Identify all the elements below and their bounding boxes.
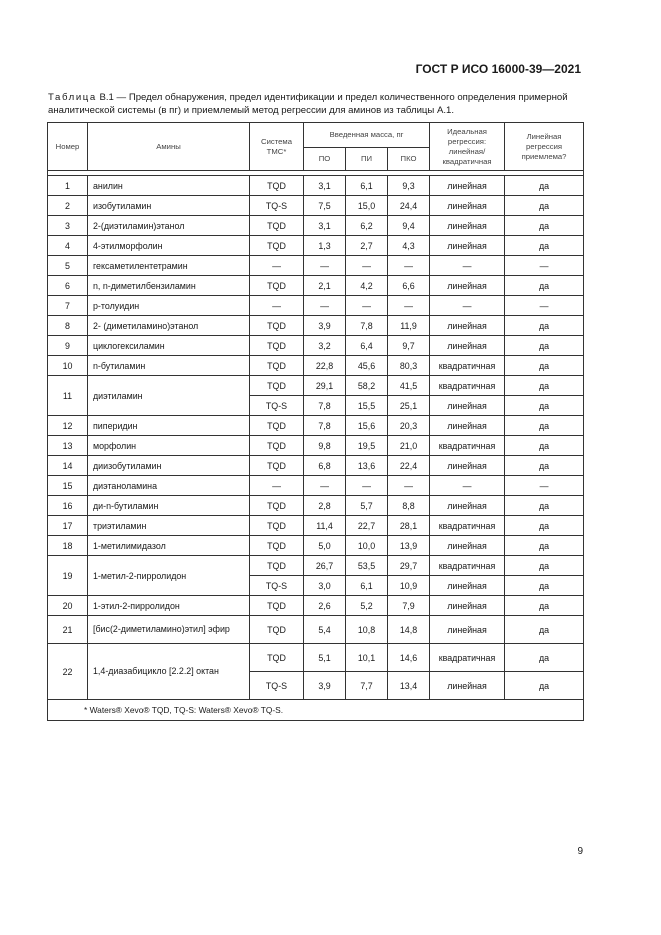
cell-system: TQD bbox=[250, 644, 304, 672]
cell-amine: циклогексиламин bbox=[88, 336, 250, 356]
cell-linear-acceptable: да bbox=[505, 456, 584, 476]
cell-pi: — bbox=[346, 296, 388, 316]
cell-pko: — bbox=[388, 476, 430, 496]
cell-system: TQD bbox=[250, 376, 304, 396]
cell-amine: n, n-диметилбензиламин bbox=[88, 276, 250, 296]
cell-linear-acceptable: да bbox=[505, 336, 584, 356]
cell-number: 18 bbox=[48, 536, 88, 556]
cell-amine: ди-n-бутиламин bbox=[88, 496, 250, 516]
cell-po: 9,8 bbox=[304, 436, 346, 456]
table-row bbox=[48, 236, 584, 256]
cell-regression: — bbox=[430, 476, 505, 496]
header-po: ПО bbox=[304, 148, 346, 171]
cell-system: TQD bbox=[250, 236, 304, 256]
cell-number: 15 bbox=[48, 476, 88, 496]
cell-pi: 6,2 bbox=[346, 216, 388, 236]
cell-pi: 22,7 bbox=[346, 516, 388, 536]
cell-linear-acceptable: да bbox=[505, 672, 584, 700]
cell-linear-acceptable: да bbox=[505, 216, 584, 236]
cell-pko: 11,9 bbox=[388, 316, 430, 336]
standard-designation: ГОСТ Р ИСО 16000-39—2021 bbox=[415, 62, 581, 76]
cell-pi: 15,6 bbox=[346, 416, 388, 436]
cell-amine: диэтиламин bbox=[88, 376, 250, 416]
cell-pi: 58,2 bbox=[346, 376, 388, 396]
cell-regression: квадратичная bbox=[430, 516, 505, 536]
cell-pi: 7,8 bbox=[346, 316, 388, 336]
cell-linear-acceptable: да bbox=[505, 376, 584, 396]
cell-number: 14 bbox=[48, 456, 88, 476]
cell-pko: 22,4 bbox=[388, 456, 430, 476]
cell-regression: квадратичная bbox=[430, 356, 505, 376]
cell-regression: квадратичная bbox=[430, 436, 505, 456]
cell-amine: анилин bbox=[88, 176, 250, 196]
page-number: 9 bbox=[577, 846, 583, 857]
cell-linear-acceptable: да bbox=[505, 516, 584, 536]
header-number: Номер bbox=[48, 123, 88, 171]
cell-regression: линейная bbox=[430, 416, 505, 436]
table-row bbox=[48, 556, 584, 576]
cell-number: 21 bbox=[48, 616, 88, 644]
cell-pko: 7,9 bbox=[388, 596, 430, 616]
cell-system: — bbox=[250, 256, 304, 276]
cell-pko: 14,6 bbox=[388, 644, 430, 672]
table-row bbox=[48, 376, 584, 396]
header-amines: Амины bbox=[88, 123, 250, 171]
cell-regression: линейная bbox=[430, 216, 505, 236]
cell-linear-acceptable: да bbox=[505, 416, 584, 436]
table-row bbox=[48, 316, 584, 336]
cell-po: — bbox=[304, 296, 346, 316]
footnote-row bbox=[48, 700, 584, 721]
caption-text: В.1 — Предел обнаружения, предел идентификации и предел количественного определения примерной аналитической системы (в пг) и приемлемый метод регрессии для аминов из таблицы А.1. bbox=[48, 92, 568, 116]
cell-regression: — bbox=[430, 296, 505, 316]
cell-po: 3,9 bbox=[304, 316, 346, 336]
cell-po: 3,1 bbox=[304, 216, 346, 236]
cell-linear-acceptable: — bbox=[505, 256, 584, 276]
cell-pi: 10,0 bbox=[346, 536, 388, 556]
table-row bbox=[48, 336, 584, 356]
cell-pko: — bbox=[388, 256, 430, 276]
cell-system: TQ-S bbox=[250, 576, 304, 596]
cell-regression: — bbox=[430, 256, 505, 276]
cell-pi: 7,7 bbox=[346, 672, 388, 700]
cell-number: 5 bbox=[48, 256, 88, 276]
cell-pi: 5,7 bbox=[346, 496, 388, 516]
cell-pko: 9,7 bbox=[388, 336, 430, 356]
header-linear-acceptable: Линейная регрессия приемлема? bbox=[505, 123, 584, 171]
table-caption bbox=[48, 91, 583, 117]
cell-pi: 6,1 bbox=[346, 576, 388, 596]
cell-pko: 29,7 bbox=[388, 556, 430, 576]
cell-pko: 9,3 bbox=[388, 176, 430, 196]
cell-system: TQD bbox=[250, 216, 304, 236]
cell-regression: линейная bbox=[430, 456, 505, 476]
cell-regression: линейная bbox=[430, 576, 505, 596]
cell-linear-acceptable: да bbox=[505, 236, 584, 256]
cell-pi: 6,4 bbox=[346, 336, 388, 356]
cell-system: — bbox=[250, 296, 304, 316]
cell-amine: морфолин bbox=[88, 436, 250, 456]
header-system: Система ТМС* bbox=[250, 123, 304, 171]
cell-linear-acceptable: да bbox=[505, 496, 584, 516]
cell-pi: 4,2 bbox=[346, 276, 388, 296]
cell-po: 3,1 bbox=[304, 176, 346, 196]
cell-number: 8 bbox=[48, 316, 88, 336]
cell-system: TQD bbox=[250, 456, 304, 476]
cell-linear-acceptable: да bbox=[505, 436, 584, 456]
cell-po: 26,7 bbox=[304, 556, 346, 576]
cell-po: 2,1 bbox=[304, 276, 346, 296]
header-ideal-regression: Идеальная регрессия: линейная/ квадратичная bbox=[430, 123, 505, 171]
cell-system: TQD bbox=[250, 616, 304, 644]
table-row bbox=[48, 196, 584, 216]
cell-regression: линейная bbox=[430, 536, 505, 556]
table-row bbox=[48, 356, 584, 376]
cell-regression: линейная bbox=[430, 336, 505, 356]
cell-po: 5,1 bbox=[304, 644, 346, 672]
cell-pko: 28,1 bbox=[388, 516, 430, 536]
cell-pko: 21,0 bbox=[388, 436, 430, 456]
cell-regression: линейная bbox=[430, 316, 505, 336]
header-pi: ПИ bbox=[346, 148, 388, 171]
cell-linear-acceptable: да bbox=[505, 316, 584, 336]
table-row bbox=[48, 456, 584, 476]
cell-system: TQ-S bbox=[250, 672, 304, 700]
cell-regression: линейная bbox=[430, 276, 505, 296]
cell-pi: 6,1 bbox=[346, 176, 388, 196]
cell-number: 7 bbox=[48, 296, 88, 316]
cell-po: 5,0 bbox=[304, 536, 346, 556]
cell-linear-acceptable: да bbox=[505, 644, 584, 672]
cell-number: 1 bbox=[48, 176, 88, 196]
cell-system: TQD bbox=[250, 356, 304, 376]
cell-amine: 2- (диметиламино)этанол bbox=[88, 316, 250, 336]
cell-system: TQD bbox=[250, 516, 304, 536]
cell-system: TQ-S bbox=[250, 396, 304, 416]
cell-pko: 6,6 bbox=[388, 276, 430, 296]
cell-number: 20 bbox=[48, 596, 88, 616]
cell-pi: 45,6 bbox=[346, 356, 388, 376]
cell-pko: — bbox=[388, 296, 430, 316]
amines-detection-limits-table bbox=[47, 122, 584, 721]
table-row bbox=[48, 476, 584, 496]
cell-regression: линейная bbox=[430, 196, 505, 216]
table-row bbox=[48, 496, 584, 516]
cell-linear-acceptable: — bbox=[505, 476, 584, 496]
cell-pko: 20,3 bbox=[388, 416, 430, 436]
table-row bbox=[48, 276, 584, 296]
cell-amine: диизобутиламин bbox=[88, 456, 250, 476]
cell-system: TQD bbox=[250, 596, 304, 616]
table-row bbox=[48, 596, 584, 616]
table-row bbox=[48, 436, 584, 456]
cell-system: TQD bbox=[250, 316, 304, 336]
cell-linear-acceptable: да bbox=[505, 276, 584, 296]
cell-pko: 14,8 bbox=[388, 616, 430, 644]
cell-number: 2 bbox=[48, 196, 88, 216]
table-body bbox=[48, 171, 584, 721]
cell-number: 13 bbox=[48, 436, 88, 456]
cell-regression: линейная bbox=[430, 616, 505, 644]
cell-linear-acceptable: — bbox=[505, 296, 584, 316]
cell-pi: 10,8 bbox=[346, 616, 388, 644]
cell-amine: диэтаноламина bbox=[88, 476, 250, 496]
cell-number: 12 bbox=[48, 416, 88, 436]
cell-regression: линейная bbox=[430, 496, 505, 516]
cell-po: 6,8 bbox=[304, 456, 346, 476]
cell-pi: 5,2 bbox=[346, 596, 388, 616]
cell-amine: 2-(диэтиламин)этанол bbox=[88, 216, 250, 236]
cell-system: TQD bbox=[250, 416, 304, 436]
table-row bbox=[48, 616, 584, 644]
cell-linear-acceptable: да bbox=[505, 596, 584, 616]
cell-linear-acceptable: да bbox=[505, 556, 584, 576]
cell-pko: 4,3 bbox=[388, 236, 430, 256]
cell-system: TQD bbox=[250, 556, 304, 576]
cell-number: 17 bbox=[48, 516, 88, 536]
cell-po: 29,1 bbox=[304, 376, 346, 396]
cell-number: 22 bbox=[48, 644, 88, 700]
cell-pi: 15,0 bbox=[346, 196, 388, 216]
cell-linear-acceptable: да bbox=[505, 196, 584, 216]
table-row bbox=[48, 416, 584, 436]
cell-pi: 10,1 bbox=[346, 644, 388, 672]
cell-number: 3 bbox=[48, 216, 88, 236]
cell-regression: линейная bbox=[430, 176, 505, 196]
cell-pko: 25,1 bbox=[388, 396, 430, 416]
cell-linear-acceptable: да bbox=[505, 356, 584, 376]
cell-po: 7,8 bbox=[304, 396, 346, 416]
cell-amine: 1-метилимидазол bbox=[88, 536, 250, 556]
table-row bbox=[48, 644, 584, 672]
caption-label: Таблица bbox=[48, 92, 97, 103]
cell-regression: квадратичная bbox=[430, 556, 505, 576]
cell-regression: квадратичная bbox=[430, 644, 505, 672]
cell-linear-acceptable: да bbox=[505, 536, 584, 556]
cell-amine: [бис(2-диметиламино)этил] эфир bbox=[88, 616, 250, 644]
cell-regression: линейная bbox=[430, 396, 505, 416]
header-pko: ПКО bbox=[388, 148, 430, 171]
cell-number: 10 bbox=[48, 356, 88, 376]
cell-pko: 80,3 bbox=[388, 356, 430, 376]
header-injected-mass: Введенная масса, пг bbox=[304, 123, 430, 148]
cell-pko: 41,5 bbox=[388, 376, 430, 396]
cell-amine: гексаметилентетрамин bbox=[88, 256, 250, 276]
cell-po: — bbox=[304, 476, 346, 496]
cell-po: — bbox=[304, 256, 346, 276]
cell-system: TQD bbox=[250, 536, 304, 556]
cell-system: TQD bbox=[250, 436, 304, 456]
cell-pi: 2,7 bbox=[346, 236, 388, 256]
cell-pko: 13,4 bbox=[388, 672, 430, 700]
cell-amine: n-бутиламин bbox=[88, 356, 250, 376]
table-row bbox=[48, 296, 584, 316]
cell-system: TQ-S bbox=[250, 196, 304, 216]
cell-system: TQD bbox=[250, 496, 304, 516]
cell-linear-acceptable: да bbox=[505, 176, 584, 196]
cell-po: 1,3 bbox=[304, 236, 346, 256]
cell-po: 5,4 bbox=[304, 616, 346, 644]
cell-po: 2,6 bbox=[304, 596, 346, 616]
cell-pi: 53,5 bbox=[346, 556, 388, 576]
cell-linear-acceptable: да bbox=[505, 616, 584, 644]
cell-amine: пиперидин bbox=[88, 416, 250, 436]
table-row bbox=[48, 256, 584, 276]
cell-pi: 19,5 bbox=[346, 436, 388, 456]
cell-po: 2,8 bbox=[304, 496, 346, 516]
cell-number: 4 bbox=[48, 236, 88, 256]
cell-po: 3,0 bbox=[304, 576, 346, 596]
cell-pko: 24,4 bbox=[388, 196, 430, 216]
cell-amine: p-толуидин bbox=[88, 296, 250, 316]
cell-amine: 1-этил-2-пирролидон bbox=[88, 596, 250, 616]
cell-system: TQD bbox=[250, 336, 304, 356]
cell-regression: линейная bbox=[430, 672, 505, 700]
cell-linear-acceptable: да bbox=[505, 576, 584, 596]
cell-po: 3,9 bbox=[304, 672, 346, 700]
cell-amine: триэтиламин bbox=[88, 516, 250, 536]
cell-pi: 13,6 bbox=[346, 456, 388, 476]
cell-number: 16 bbox=[48, 496, 88, 516]
cell-pko: 13,9 bbox=[388, 536, 430, 556]
cell-po: 3,2 bbox=[304, 336, 346, 356]
cell-po: 7,8 bbox=[304, 416, 346, 436]
cell-pi: — bbox=[346, 476, 388, 496]
table-footnote: * Waters® Xevo® TQD, TQ-S: Waters® Xevo® TQ-S. bbox=[48, 700, 584, 721]
cell-po: 22,8 bbox=[304, 356, 346, 376]
table-row bbox=[48, 216, 584, 236]
table-row bbox=[48, 536, 584, 556]
cell-amine: изобутиламин bbox=[88, 196, 250, 216]
cell-number: 11 bbox=[48, 376, 88, 416]
cell-regression: линейная bbox=[430, 596, 505, 616]
cell-system: — bbox=[250, 476, 304, 496]
cell-regression: квадратичная bbox=[430, 376, 505, 396]
cell-pko: 10,9 bbox=[388, 576, 430, 596]
cell-pko: 9,4 bbox=[388, 216, 430, 236]
cell-amine: 4-этилморфолин bbox=[88, 236, 250, 256]
cell-pi: 15,5 bbox=[346, 396, 388, 416]
cell-system: TQD bbox=[250, 276, 304, 296]
cell-number: 6 bbox=[48, 276, 88, 296]
cell-system: TQD bbox=[250, 176, 304, 196]
cell-regression: линейная bbox=[430, 236, 505, 256]
cell-po: 11,4 bbox=[304, 516, 346, 536]
table-row bbox=[48, 516, 584, 536]
table-row bbox=[48, 176, 584, 196]
cell-pi: — bbox=[346, 256, 388, 276]
cell-linear-acceptable: да bbox=[505, 396, 584, 416]
cell-po: 7,5 bbox=[304, 196, 346, 216]
cell-pko: 8,8 bbox=[388, 496, 430, 516]
cell-number: 9 bbox=[48, 336, 88, 356]
cell-amine: 1,4-диазабицикло [2.2.2] октан bbox=[88, 644, 250, 700]
cell-number: 19 bbox=[48, 556, 88, 596]
cell-amine: 1-метил-2-пирролидон bbox=[88, 556, 250, 596]
